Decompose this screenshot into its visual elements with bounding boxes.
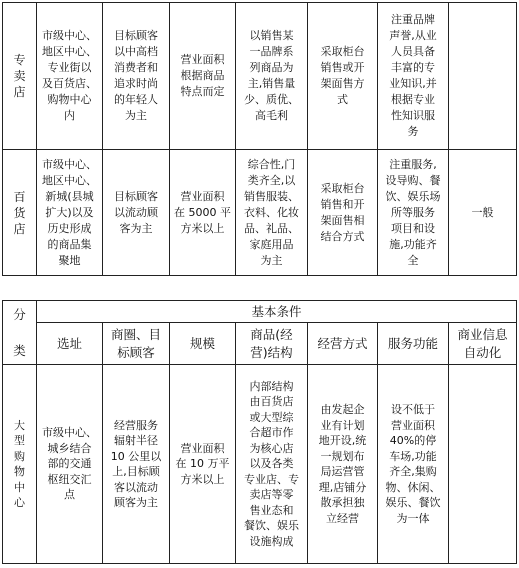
category-header: 分 类 bbox=[3, 301, 37, 365]
product-structure-cell: 内部结构 由百货店 或大型综 合超市作 为核心店 以及各类 专业店、专 卖店等零 售业态和 餐饮、娱乐 设施构成 bbox=[236, 365, 308, 564]
location-cell: 市级中心、 城乡结合 部的交通 枢纽交汇 点 bbox=[37, 365, 103, 564]
column-header-product-structure: 商品(经 营)结构 bbox=[236, 323, 308, 365]
retail-format-table-top bbox=[2, 2, 517, 276]
scale-cell: 营业面积 根据商品 特点而定 bbox=[170, 3, 236, 150]
column-header-operation-mode: 经营方式 bbox=[308, 323, 378, 365]
product-structure-cell: 以销售某 一品牌系 列商品为 主,销售量 少、质优、 高毛利 bbox=[236, 3, 308, 150]
category-cell: 专 卖 店 bbox=[3, 3, 37, 150]
operation-mode-cell: 由发起企 业有计划 地开设,统 一规划布 局运营管 理,店铺分 散承担独 立经营 bbox=[308, 365, 378, 564]
column-header-location: 选址 bbox=[37, 323, 103, 365]
header-row bbox=[3, 323, 517, 365]
category-cell: 百 货 店 bbox=[3, 150, 37, 276]
scale-cell: 营业面积 在 10 万平 方米以上 bbox=[170, 365, 236, 564]
category-cell: 大 型 购 物 中 心 bbox=[3, 365, 37, 564]
column-header-target-customer: 商圈、目 标顾客 bbox=[103, 323, 170, 365]
header-row bbox=[3, 301, 517, 323]
target-customer-cell: 目标顾客 以流动顾 客为主 bbox=[103, 150, 170, 276]
column-header-service-function: 服务功能 bbox=[378, 323, 449, 365]
info-automation-cell bbox=[449, 365, 517, 564]
info-automation-cell: 一般 bbox=[449, 150, 517, 276]
basic-conditions-header: 基本条件 bbox=[37, 301, 517, 323]
table-row bbox=[3, 3, 517, 150]
target-customer-cell: 经营服务 辐射半径 10 公里以 上,目标顾 客以流动 顾客为主 bbox=[103, 365, 170, 564]
column-header-info-automation: 商业信息 自动化 bbox=[449, 323, 517, 365]
operation-mode-cell: 采取柜台 销售或开 架面售方 式 bbox=[308, 3, 378, 150]
target-customer-cell: 目标顾客 以中高档 消费者和 追求时尚 的年轻人 为主 bbox=[103, 3, 170, 150]
location-cell: 市级中心、 地区中心、 新城(县城 扩大)以及 历史形成 的商品集 聚地 bbox=[37, 150, 103, 276]
scale-cell: 营业面积 在 5000 平 方米以上 bbox=[170, 150, 236, 276]
product-structure-cell: 综合性,门 类齐全,以 销售服装、 衣料、化妆 品、礼品、 家庭用品 为主 bbox=[236, 150, 308, 276]
operation-mode-cell: 采取柜台 销售和开 架面售相 结合方式 bbox=[308, 150, 378, 276]
location-cell: 市级中心、 地区中心、 专业街以 及百货店、 购物中心 内 bbox=[37, 3, 103, 150]
service-function-cell: 注重品牌 声誉,从业 人员具备 丰富的专 业知识,并 根据专业 性知识服 务 bbox=[378, 3, 449, 150]
retail-format-table-bottom bbox=[2, 300, 517, 564]
info-automation-cell bbox=[449, 3, 517, 150]
table-row bbox=[3, 365, 517, 564]
service-function-cell: 设不低于 营业面积 40%的停 车场,功能 齐全,集购 物、休闲、 娱乐、餐饮 为一体 bbox=[378, 365, 449, 564]
service-function-cell: 注重服务, 设导购、餐 饮、娱乐场 所等服务 项目和设 施,功能齐 全 bbox=[378, 150, 449, 276]
column-header-scale: 规模 bbox=[170, 323, 236, 365]
table-row bbox=[3, 150, 517, 276]
